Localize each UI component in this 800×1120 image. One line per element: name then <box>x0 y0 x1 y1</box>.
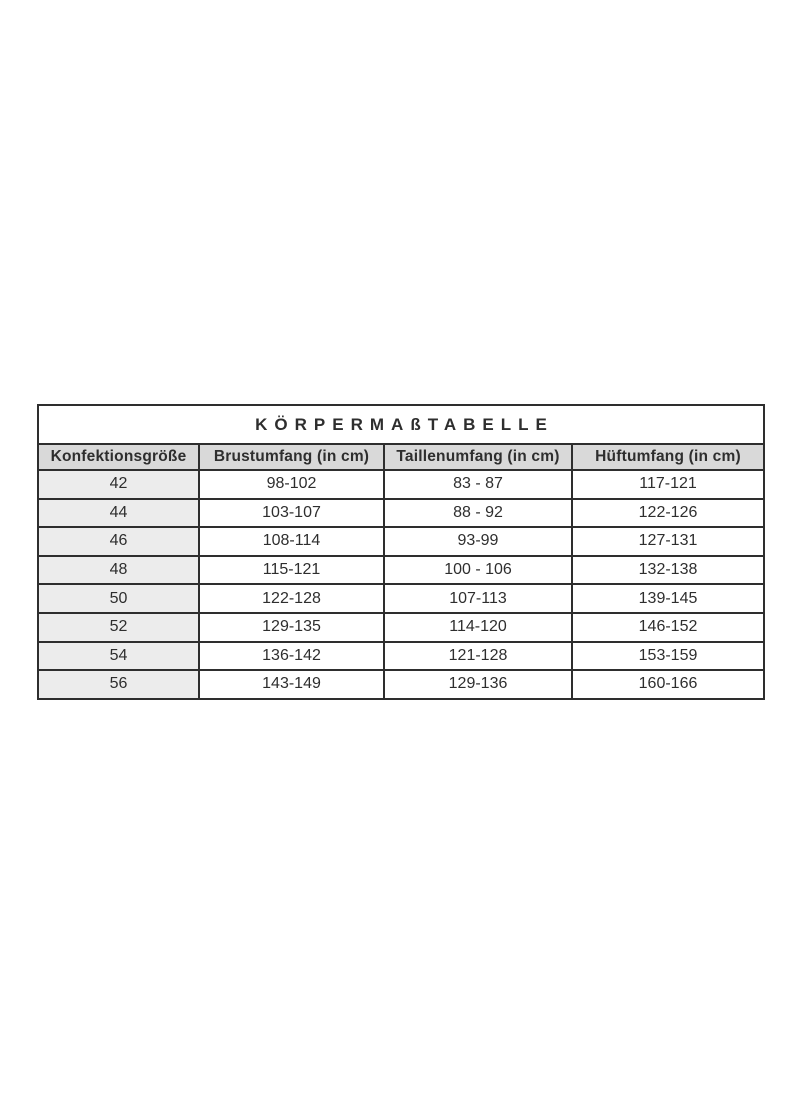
size-cell: 50 <box>38 584 199 613</box>
measurement-cell: 143-149 <box>199 670 384 699</box>
size-cell: 46 <box>38 527 199 556</box>
table-row <box>38 556 764 585</box>
size-chart-table <box>37 404 765 700</box>
table-row <box>38 670 764 699</box>
table-row <box>38 527 764 556</box>
size-cell: 56 <box>38 670 199 699</box>
measurement-cell: 139-145 <box>572 584 764 613</box>
measurement-cell: 115-121 <box>199 556 384 585</box>
measurement-cell: 88 - 92 <box>384 499 572 528</box>
measurement-cell: 129-135 <box>199 613 384 642</box>
measurement-cell: 93-99 <box>384 527 572 556</box>
table-row <box>38 613 764 642</box>
column-header: Brustumfang (in cm) <box>199 444 384 470</box>
column-header: Taillenumfang (in cm) <box>384 444 572 470</box>
size-cell: 44 <box>38 499 199 528</box>
measurement-cell: 146-152 <box>572 613 764 642</box>
measurement-cell: 114-120 <box>384 613 572 642</box>
measurement-cell: 107-113 <box>384 584 572 613</box>
table-header-row <box>38 444 764 470</box>
measurement-cell: 83 - 87 <box>384 470 572 499</box>
table-row <box>38 584 764 613</box>
measurement-cell: 108-114 <box>199 527 384 556</box>
table-row <box>38 642 764 671</box>
size-cell: 52 <box>38 613 199 642</box>
measurement-cell: 98-102 <box>199 470 384 499</box>
table-title-row <box>38 405 764 444</box>
measurement-cell: 127-131 <box>572 527 764 556</box>
measurement-cell: 117-121 <box>572 470 764 499</box>
measurement-cell: 136-142 <box>199 642 384 671</box>
measurement-cell: 153-159 <box>572 642 764 671</box>
measurement-cell: 103-107 <box>199 499 384 528</box>
measurement-cell: 121-128 <box>384 642 572 671</box>
table-body <box>38 470 764 699</box>
measurement-cell: 122-126 <box>572 499 764 528</box>
table-title: KÖRPERMAßTABELLE <box>38 405 764 444</box>
column-header: Hüftumfang (in cm) <box>572 444 764 470</box>
table-row <box>38 470 764 499</box>
measurement-cell: 100 - 106 <box>384 556 572 585</box>
column-header: Konfektionsgröße <box>38 444 199 470</box>
size-cell: 42 <box>38 470 199 499</box>
measurement-cell: 122-128 <box>199 584 384 613</box>
table-row <box>38 499 764 528</box>
size-cell: 54 <box>38 642 199 671</box>
measurement-cell: 160-166 <box>572 670 764 699</box>
measurement-cell: 129-136 <box>384 670 572 699</box>
measurement-cell: 132-138 <box>572 556 764 585</box>
size-cell: 48 <box>38 556 199 585</box>
